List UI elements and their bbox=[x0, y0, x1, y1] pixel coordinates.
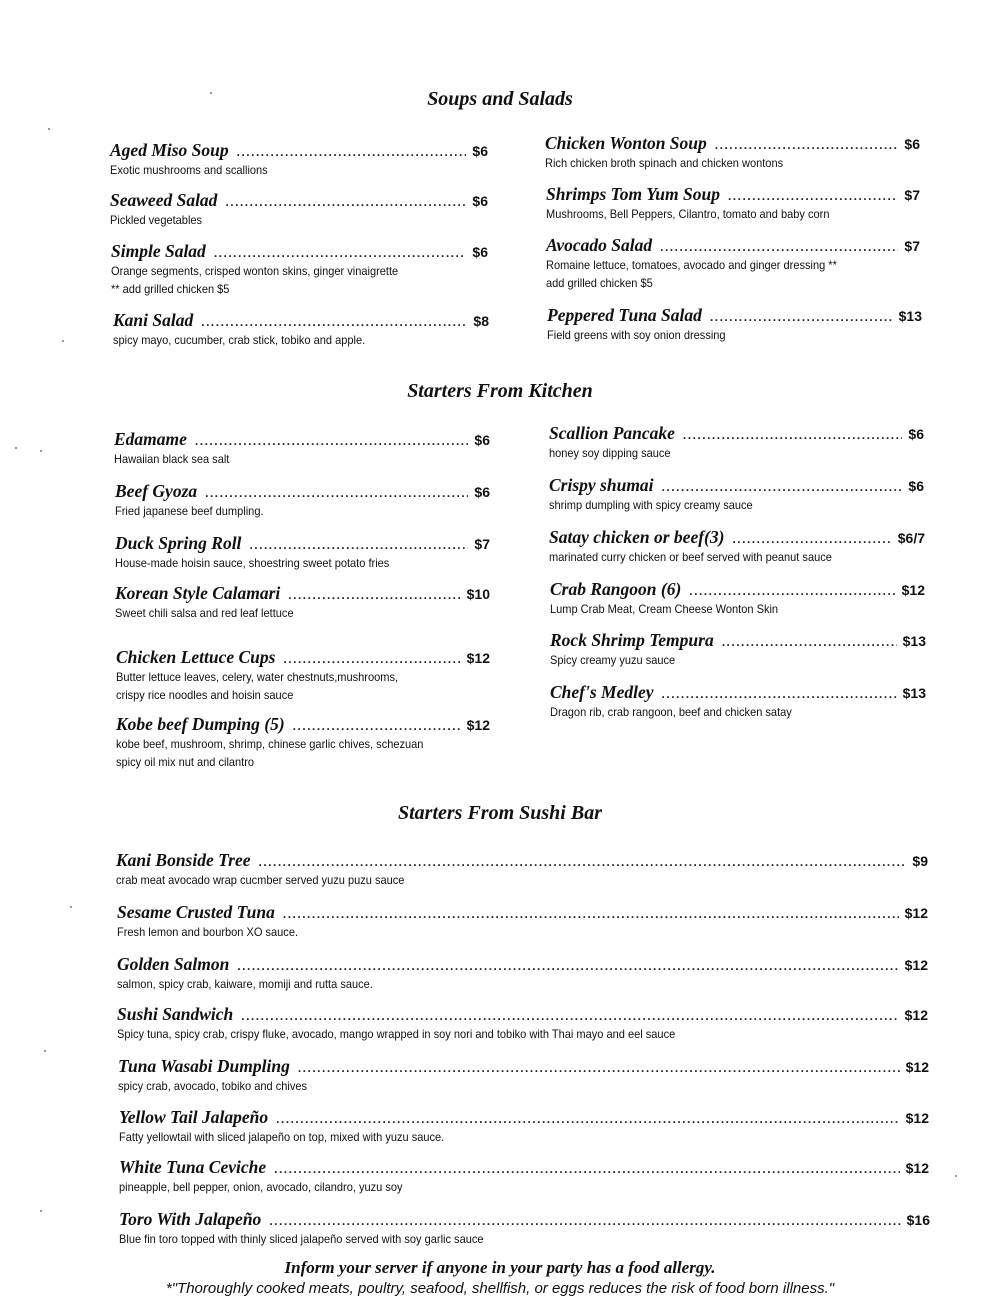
menu-item bbox=[550, 682, 926, 721]
item-price: $6 bbox=[472, 143, 488, 159]
item-description: crab meat avocado wrap cucmber served yuzu puzu sauce bbox=[116, 873, 405, 887]
leader-dots bbox=[274, 1162, 900, 1176]
item-name: Kani Salad bbox=[113, 310, 194, 330]
item-price: $9 bbox=[912, 853, 928, 869]
item-name: Avocado Salad bbox=[546, 235, 653, 255]
item-name: Crab Rangoon (6) bbox=[550, 579, 682, 599]
item-price: $6/7 bbox=[897, 530, 925, 546]
item-name: Aged Miso Soup bbox=[110, 140, 229, 160]
item-price: $10 bbox=[466, 586, 490, 602]
scan-speck bbox=[955, 1175, 957, 1177]
menu-item bbox=[546, 235, 920, 292]
item-price: $13 bbox=[902, 633, 926, 649]
item-description: salmon, spicy crab, kaiware, momiji and rutta sauce. bbox=[117, 977, 373, 991]
item-name: Yellow Tail Jalapeño bbox=[119, 1107, 269, 1127]
leader-dots bbox=[269, 1214, 900, 1228]
item-name: Seaweed Salad bbox=[110, 190, 218, 210]
item-description: spicy mayo, cucumber, crab stick, tobiko and apple. bbox=[113, 333, 366, 347]
menu-item bbox=[550, 579, 925, 618]
menu-item bbox=[116, 850, 928, 889]
item-description: marinated curry chicken or beef served with peanut sauce bbox=[549, 550, 832, 564]
menu-item bbox=[550, 630, 926, 669]
scan-speck bbox=[62, 340, 64, 342]
item-price: $13 bbox=[902, 685, 926, 701]
item-description: Orange segments, crisped wonton skins, ginger vinaigrette bbox=[111, 264, 399, 278]
item-description: shrimp dumpling with spicy creamy sauce bbox=[549, 498, 753, 512]
item-description: Lump Crab Meat, Cream Cheese Wonton Skin bbox=[550, 602, 779, 616]
item-price: $12 bbox=[904, 905, 928, 921]
item-price: $12 bbox=[904, 957, 928, 973]
leader-dots bbox=[241, 1009, 898, 1023]
allergy-notice: Inform your server if anyone in your party has a food allergy. bbox=[284, 1258, 716, 1277]
item-price: $6 bbox=[908, 478, 924, 494]
leader-dots bbox=[293, 719, 461, 733]
item-price: $6 bbox=[904, 136, 920, 152]
scan-speck bbox=[40, 1210, 42, 1212]
item-name: Chef's Medley bbox=[550, 682, 654, 702]
item-description: spicy crab, avocado, tobiko and chives bbox=[118, 1079, 308, 1093]
item-description: Fried japanese beef dumpling. bbox=[115, 504, 264, 518]
item-name: Sesame Crusted Tuna bbox=[117, 902, 275, 922]
menu-item bbox=[110, 140, 488, 179]
menu-item bbox=[117, 902, 928, 941]
item-price: $8 bbox=[473, 313, 489, 329]
item-description: Exotic mushrooms and scallions bbox=[110, 163, 268, 177]
leader-dots bbox=[214, 246, 467, 260]
item-name: Satay chicken or beef(3) bbox=[549, 527, 725, 547]
item-price: $7 bbox=[904, 187, 920, 203]
menu-item bbox=[547, 305, 922, 344]
menu-item bbox=[545, 133, 920, 172]
item-name: Beef Gyoza bbox=[115, 481, 198, 501]
leader-dots bbox=[259, 855, 907, 869]
menu-item bbox=[118, 1056, 929, 1095]
item-description: pineapple, bell pepper, onion, avocado, cilandro, yuzu soy bbox=[119, 1180, 403, 1194]
item-description: spicy oil mix nut and cilantro bbox=[116, 755, 255, 769]
item-description: Spicy tuna, spicy crab, crispy fluke, avocado, mango wrapped in soy nori and tobiko with Thai mayo and eel sauce bbox=[117, 1027, 676, 1041]
menu-item bbox=[115, 481, 490, 520]
scan-speck bbox=[70, 906, 72, 908]
item-description: Fresh lemon and bourbon XO sauce. bbox=[117, 925, 299, 939]
item-price: $7 bbox=[904, 238, 920, 254]
item-name: Simple Salad bbox=[111, 241, 206, 261]
item-description: Pickled vegetables bbox=[110, 213, 203, 227]
item-name: Toro With Jalapeño bbox=[119, 1209, 262, 1229]
scan-speck bbox=[40, 450, 42, 452]
item-price: $12 bbox=[904, 1007, 928, 1023]
menu-item bbox=[546, 184, 920, 223]
item-price: $12 bbox=[466, 717, 490, 733]
item-name: Peppered Tuna Salad bbox=[547, 305, 702, 325]
item-name: Rock Shrimp Tempura bbox=[550, 630, 714, 650]
item-price: $6 bbox=[474, 484, 490, 500]
item-price: $6 bbox=[908, 426, 924, 442]
item-price: $6 bbox=[472, 193, 488, 209]
leader-dots bbox=[205, 486, 468, 500]
item-description: House-made hoisin sauce, shoestring sweet potato fries bbox=[115, 556, 390, 570]
leader-dots bbox=[683, 428, 903, 442]
leader-dots bbox=[728, 189, 898, 203]
menu-item bbox=[116, 714, 490, 771]
item-description: Dragon rib, crab rangoon, beef and chicken satay bbox=[550, 705, 792, 719]
food-safety-warning: *"Thoroughly cooked meats, poultry, seafood, shellfish, or eggs reduces the risk of food born illness." bbox=[165, 1280, 835, 1297]
section-title-kitchen: Starters From Kitchen bbox=[407, 380, 593, 402]
leader-dots bbox=[283, 907, 899, 921]
item-description: Sweet chili salsa and red leaf lettuce bbox=[115, 606, 294, 620]
item-name: Edamame bbox=[114, 429, 187, 449]
item-name: Crispy shumai bbox=[549, 475, 654, 495]
item-description: Butter lettuce leaves, celery, water chestnuts,mushrooms, bbox=[116, 670, 399, 684]
menu-item bbox=[113, 310, 489, 349]
menu-item bbox=[549, 475, 924, 514]
leader-dots bbox=[201, 315, 467, 329]
item-description: Romaine lettuce, tomatoes, avocado and ginger dressing ** bbox=[546, 258, 837, 272]
item-name: Scallion Pancake bbox=[549, 423, 675, 443]
leader-dots bbox=[288, 588, 460, 602]
item-name: Chicken Wonton Soup bbox=[545, 133, 707, 153]
item-description: Fatty yellowtail with sliced jalapeño on top, mixed with yuzu sauce. bbox=[119, 1130, 445, 1144]
item-name: Sushi Sandwich bbox=[117, 1004, 234, 1024]
menu-item bbox=[119, 1157, 929, 1196]
menu-item bbox=[114, 429, 490, 468]
item-description: Blue fin toro topped with thinly sliced jalapeño served with soy garlic sauce bbox=[119, 1232, 484, 1246]
menu-item bbox=[115, 533, 490, 572]
item-price: $12 bbox=[466, 650, 490, 666]
leader-dots bbox=[225, 195, 466, 209]
leader-dots bbox=[689, 584, 895, 598]
menu-item bbox=[549, 423, 924, 462]
leader-dots bbox=[662, 687, 897, 701]
menu-item bbox=[111, 241, 488, 298]
item-price: $13 bbox=[898, 308, 922, 324]
leader-dots bbox=[276, 1112, 900, 1126]
item-description: Spicy creamy yuzu sauce bbox=[550, 653, 676, 667]
item-name: Kani Bonside Tree bbox=[116, 850, 251, 870]
leader-dots bbox=[722, 635, 897, 649]
item-description: kobe beef, mushroom, shrimp, chinese garlic chives, schezuan bbox=[116, 737, 424, 751]
item-price: $12 bbox=[905, 1110, 929, 1126]
leader-dots bbox=[660, 240, 898, 254]
menu-item bbox=[117, 1004, 928, 1043]
item-name: White Tuna Ceviche bbox=[119, 1157, 267, 1177]
item-price: $12 bbox=[905, 1160, 929, 1176]
item-name: Korean Style Calamari bbox=[115, 583, 281, 603]
item-price: $12 bbox=[901, 582, 925, 598]
menu-item bbox=[549, 527, 925, 566]
leader-dots bbox=[715, 138, 899, 152]
menu-item bbox=[110, 190, 488, 229]
item-name: Tuna Wasabi Dumpling bbox=[118, 1056, 290, 1076]
section-title-soups-salads: Soups and Salads bbox=[427, 88, 573, 110]
leader-dots bbox=[283, 652, 460, 666]
item-description: add grilled chicken $5 bbox=[546, 276, 653, 290]
leader-dots bbox=[237, 959, 898, 973]
item-description: Hawaiian black sea salt bbox=[114, 452, 230, 466]
item-name: Duck Spring Roll bbox=[115, 533, 242, 553]
item-description: honey soy dipping sauce bbox=[549, 446, 671, 460]
item-description: crispy rice noodles and hoisin sauce bbox=[116, 688, 294, 702]
item-name: Chicken Lettuce Cups bbox=[116, 647, 276, 667]
menu-item bbox=[116, 647, 490, 704]
leader-dots bbox=[249, 538, 468, 552]
item-description: Field greens with soy onion dressing bbox=[547, 328, 726, 342]
item-price: $7 bbox=[474, 536, 490, 552]
leader-dots bbox=[298, 1061, 900, 1075]
leader-dots bbox=[662, 480, 903, 494]
item-price: $6 bbox=[474, 432, 490, 448]
item-price: $6 bbox=[472, 244, 488, 260]
menu-item bbox=[119, 1209, 930, 1248]
menu-item bbox=[119, 1107, 929, 1146]
item-name: Shrimps Tom Yum Soup bbox=[546, 184, 720, 204]
item-name: Golden Salmon bbox=[117, 954, 230, 974]
scan-speck bbox=[48, 128, 50, 130]
item-description: Rich chicken broth spinach and chicken wontons bbox=[545, 156, 784, 170]
item-description: ** add grilled chicken $5 bbox=[111, 282, 230, 296]
menu-item bbox=[117, 954, 928, 993]
scan-speck bbox=[44, 1050, 46, 1052]
scan-speck bbox=[15, 447, 17, 449]
leader-dots bbox=[237, 145, 467, 159]
leader-dots bbox=[195, 434, 469, 448]
leader-dots bbox=[732, 532, 891, 546]
item-price: $12 bbox=[905, 1059, 929, 1075]
item-name: Kobe beef Dumping (5) bbox=[116, 714, 285, 734]
menu-item bbox=[115, 583, 490, 622]
item-description: Mushrooms, Bell Peppers, Cilantro, tomato and baby corn bbox=[546, 207, 830, 221]
leader-dots bbox=[710, 310, 893, 324]
section-title-sushi-bar: Starters From Sushi Bar bbox=[398, 802, 602, 824]
item-price: $16 bbox=[906, 1212, 930, 1228]
